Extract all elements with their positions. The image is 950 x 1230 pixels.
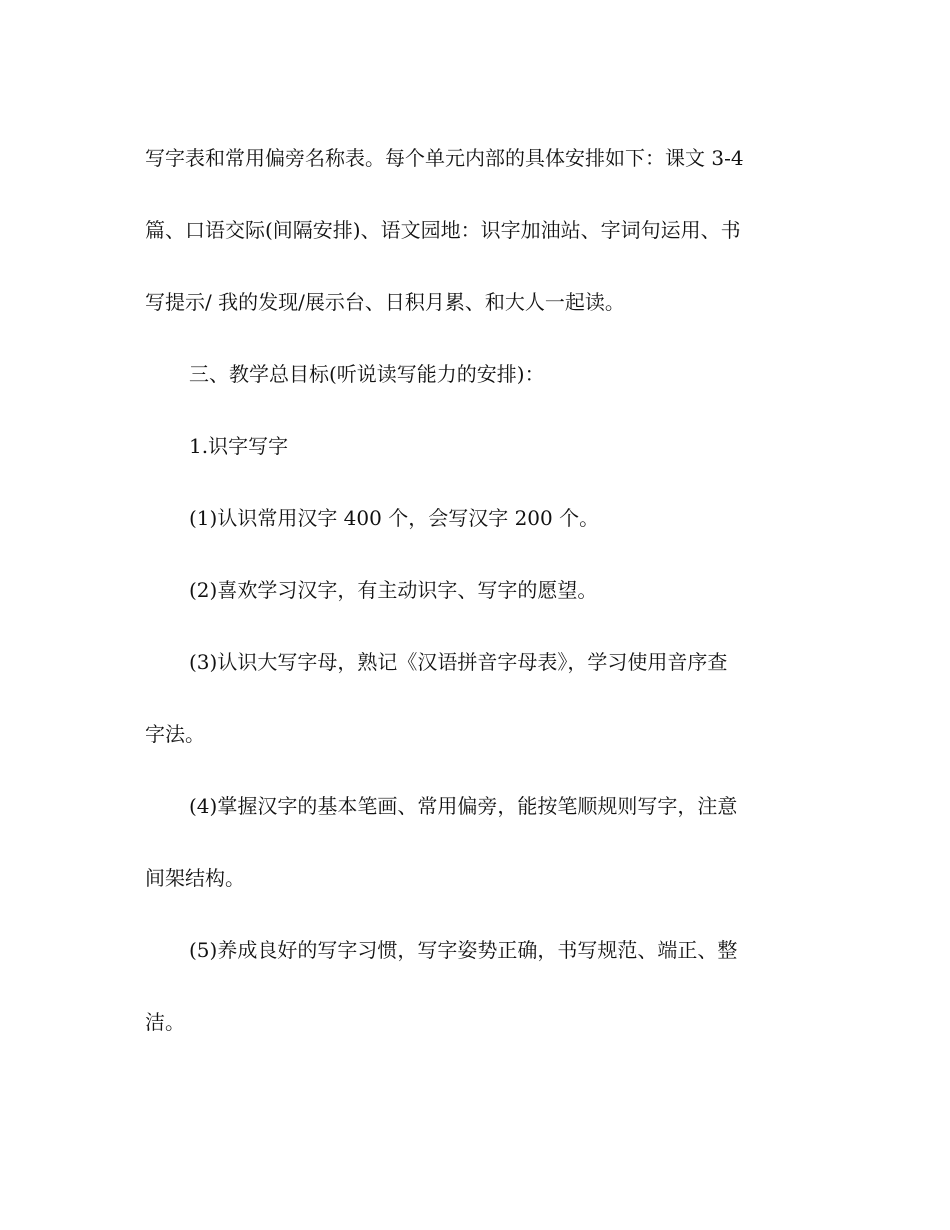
list-item: (1)认识常用汉字 400 个，会写汉字 200 个。 — [189, 506, 600, 530]
list-item: (2)喜欢学习汉字，有主动识字、写字的愿望。 — [189, 578, 598, 602]
section-heading: 三、教学总目标(听说读写能力的安排)： — [189, 362, 545, 386]
list-item-continuation: 字法。 — [145, 722, 205, 746]
list-item-continuation: 间架结构。 — [145, 866, 245, 890]
subsection-heading: 1.识字写字 — [189, 434, 289, 458]
paragraph-line: 写字表和常用偏旁名称表。每个单元内部的具体安排如下：课文 3-4 — [145, 146, 744, 170]
paragraph-line: 写提示/ 我的发现/展示台、日积月累、和大人一起读。 — [145, 290, 625, 314]
list-item: (4)掌握汉字的基本笔画、常用偏旁，能按笔顺规则写字，注意 — [189, 794, 738, 818]
document-body — [145, 140, 805, 1076]
list-item: (5)养成良好的写字习惯，写字姿势正确，书写规范、端正、整 — [189, 938, 738, 962]
list-item-continuation: 洁。 — [145, 1010, 185, 1034]
paragraph-line: 篇、口语交际(间隔安排)、语文园地：识字加油站、字词句运用、书 — [145, 218, 741, 242]
list-item: (3)认识大写字母，熟记《汉语拼音字母表》，学习使用音序查 — [189, 650, 728, 674]
